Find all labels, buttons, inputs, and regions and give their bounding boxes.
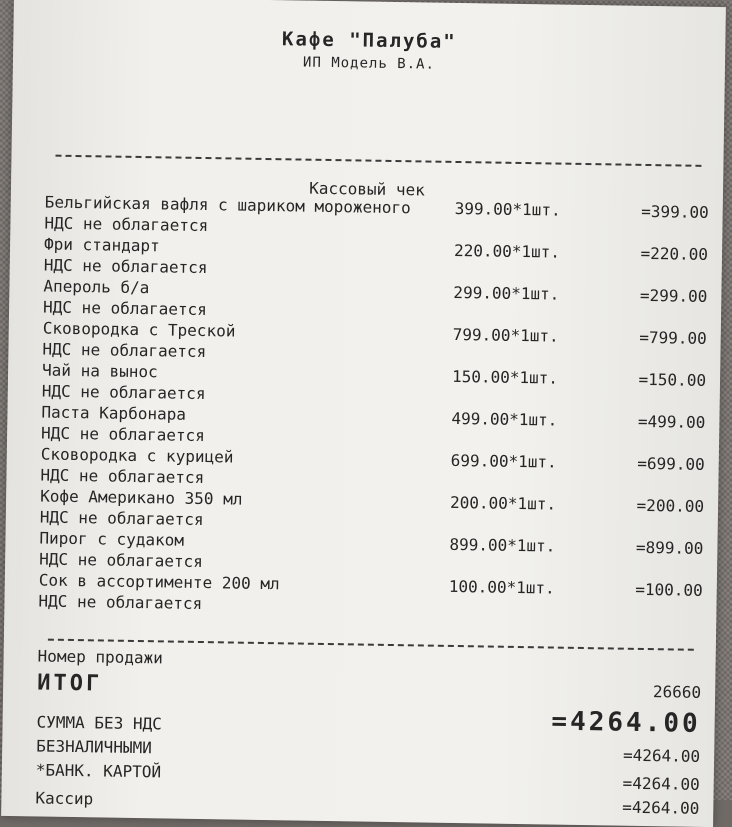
receipt-header [13,24,726,77]
cashier-row [35,788,699,817]
item-price: 699.00*1шт. [450,450,557,472]
item-vat-note: НДС не облагается [39,549,204,572]
item-total: =220.00 [640,243,709,264]
item-total: =499.00 [637,411,706,432]
total-label: ИТОГ [37,670,103,697]
total-value: =4264.00 [551,706,701,739]
receipt-paper [1,0,726,827]
item-name: Бельгийская вафля с шариком мороженого [44,192,411,218]
cashier-value: =4264.00 [622,797,700,818]
item-price: 200.00*1шт. [449,492,557,514]
item-vat-note: НДС не облагается [42,339,207,362]
item-total: =299.00 [639,285,708,306]
item-total: =100.00 [635,579,703,600]
item-name: Пирог с судаком [39,528,185,550]
receipt-title: Кассовый чек [309,178,425,200]
no-vat-label: СУММА БЕЗ НДС [36,712,162,734]
item-total: =399.00 [641,201,709,222]
item-total: =150.00 [638,369,707,390]
card-row [35,760,700,794]
card-label: *БАНК. КАРТОЙ [35,760,162,782]
cashless-label: БЕЗНАЛИЧНЫМИ [36,736,152,758]
sale-number-label: Номер продажи [37,646,164,668]
item-vat-note: НДС не облагается [43,255,208,278]
item-price: 399.00*1шт. [454,198,561,220]
item-price: 899.00*1шт. [449,534,556,556]
owner-name: ИП Модель В.А. [302,54,436,73]
total-row [37,670,701,705]
item-price: 299.00*1шт. [453,282,560,304]
item-vat-note: НДС не облагается [44,213,209,236]
item-name: Апероль б/а [43,276,150,298]
item-price: 100.00*1шт. [448,576,555,598]
item-price: 799.00*1шт. [452,324,559,346]
item-name: Сковородка с курицей [40,444,234,467]
item-price: 499.00*1шт. [451,408,558,430]
item-vat-note: НДС не облагается [40,465,205,488]
cashless-value: =4264.00 [622,745,701,766]
sale-number-value: 26660 [652,682,702,702]
shop-name: Кафе "Палуба" [281,28,457,53]
cashier-label: Кассир [35,788,94,809]
item-total: =799.00 [639,327,707,348]
item-name: Паста Карбонара [41,402,187,424]
item-vat-note: НДС не облагается [41,381,206,404]
item-name: Фри стандарт [43,234,160,256]
item-vat-note: НДС не облагается [38,591,203,614]
item-name: Чай на вынос [41,360,158,382]
item-total: =899.00 [635,537,704,558]
item-price: 220.00*1шт. [453,240,561,262]
item-vat-note: НДС не облагается [42,297,208,320]
item-total: =200.00 [636,495,705,516]
card-value: =4264.00 [622,773,700,794]
item-name: Сок в ассортименте 200 мл [38,570,280,594]
item-price: 150.00*1шт. [451,366,559,388]
item-list [38,193,709,623]
divider-top [55,155,701,167]
item-vat-note: НДС не облагается [40,423,206,446]
item-total: =699.00 [637,453,705,474]
item-name: Кофе Американо 350 мл [40,486,243,509]
item-vat-note: НДС не облагается [39,507,204,530]
item-name: Сковородка с Треской [42,318,236,341]
